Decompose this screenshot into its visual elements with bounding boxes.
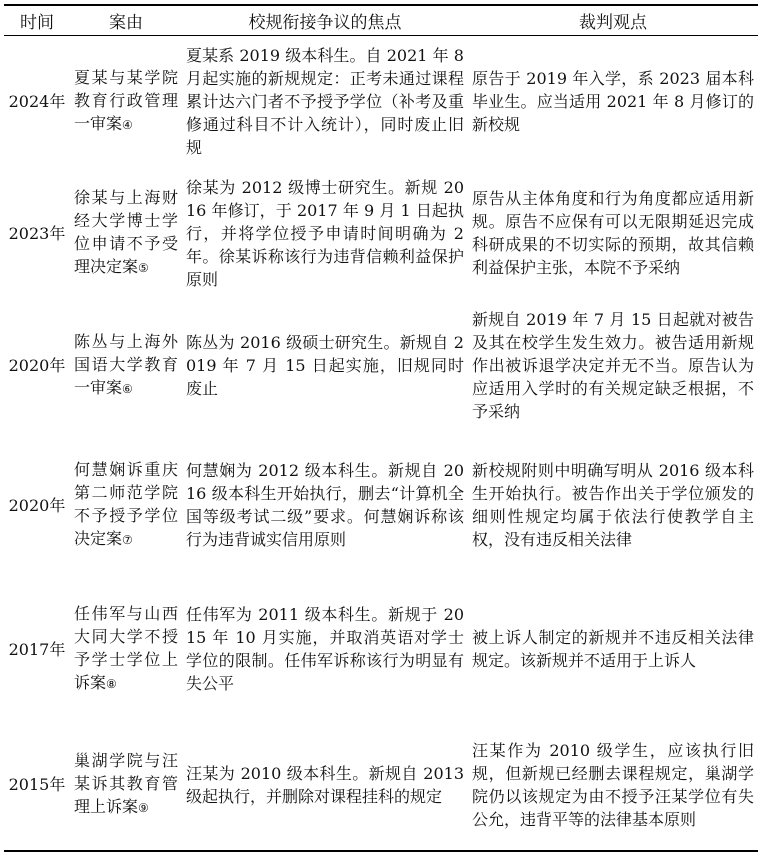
focus-cell: 何慧娴为 2012 级本科生。新规自 2016 级本科生开始执行，删去“计算机全国等级考试二级”要求。何慧娴诉称该行为违背诚实信用原则 <box>186 461 464 549</box>
case-name: 何慧娴诉重庆第二师范学院不予授予学位决定案 <box>74 460 178 548</box>
case-name: 任伟军与山西大同大学不授予学士学位上诉案 <box>74 604 178 692</box>
header-time: 时间 <box>4 5 70 35</box>
header-ruling: 裁判观点 <box>468 5 758 35</box>
focus-cell: 任伟军为 2011 级本科生。新规于 2015 年 10 月实施，并取消英语对学士学位的限制。任伟军诉称该行为明显有失公平 <box>186 605 464 693</box>
ruling-cell: 原告从主体角度和行为角度都应适用新规。原告不应保有可以无限期延迟完成科研成果的不切实际的预期，故其信赖利益保护主张，本院不予采纳 <box>472 189 754 277</box>
case-cell <box>70 579 182 719</box>
year-cell: 2017年 <box>8 639 66 659</box>
case-cell <box>70 431 182 579</box>
header-case: 案由 <box>70 5 182 35</box>
table-row <box>4 299 758 431</box>
year-cell: 2023年 <box>8 223 66 243</box>
ruling-cell: 汪某作为 2010 级学生，应该执行旧规，但新规已经删去课程规定，巢湖学院仍以该规定为由不授予汪某学位有失公允，违背平等的法律基本原则 <box>468 719 758 851</box>
case-cell <box>70 167 182 299</box>
case-cell <box>70 719 182 851</box>
ruling-cell: 被上诉人制定的新规并不违反相关法律规定。该新规并不适用于上诉人 <box>472 628 754 670</box>
focus-cell: 徐某为 2012 级博士研究生。新规 2016 年修订，于 2017 年 9 月 1 日起执行，并将学位授予申请时间明确为 2 年。徐某诉称该行为违背信赖利益保护原则 <box>186 177 464 289</box>
ruling-cell: 原告于 2019 年入学，系 2023 届本科毕业生。应当适用 2021 年 8 月修订的新校规 <box>472 68 754 134</box>
table-row <box>4 579 758 719</box>
year-cell: 2020年 <box>8 355 66 375</box>
table-row <box>4 167 758 299</box>
footnote-mark: ⑨ <box>138 801 149 815</box>
footnote-mark: ⑦ <box>122 533 133 547</box>
footnote-mark: ⑥ <box>122 381 133 396</box>
year-cell: 2024年 <box>8 91 66 111</box>
case-name: 夏某与某学院教育行政管理一审案 <box>74 67 178 133</box>
case-name: 巢湖学院与汪某诉其教育管理上诉案 <box>74 751 178 816</box>
case-name: 陈丛与上海外国语大学教育一审案 <box>74 331 178 397</box>
footnote-mark: ⑧ <box>106 677 117 691</box>
table-row <box>4 719 758 851</box>
case-table <box>4 4 758 852</box>
focus-cell: 夏某系 2019 级本科生。自 2021 年 8 月起实施的新规规定：正考未通过课程累计达六门者不予授予学位（补考及重修通过科目不计入统计），同时废止旧规 <box>186 45 464 157</box>
ruling-cell: 新校规附则中明确写明从 2016 级本科生开始执行。被告作出关于学位颁发的细则性规定均属于依法行使教学自主权，没有违反相关法律 <box>472 461 754 549</box>
focus-cell: 陈丛为 2016 级硕士研究生。新规自 2019 年 7 月 15 日起实施，旧规同时废止 <box>186 332 464 398</box>
table-row <box>4 431 758 579</box>
case-name: 徐某与上海财经大学博士学位申请不予受理决定案 <box>74 188 178 276</box>
footnote-mark: ④ <box>122 117 133 132</box>
table-row <box>4 35 758 167</box>
footnote-mark: ⑤ <box>138 261 149 275</box>
year-cell: 2020年 <box>8 495 66 515</box>
header-row <box>4 5 758 35</box>
header-focus: 校规衔接争议的焦点 <box>182 5 468 35</box>
year-cell: 2015年 <box>4 719 70 851</box>
ruling-cell: 新规自 2019 年 7 月 15 日起就对被告及其在校学生发生效力。被告适用新规作出被诉退学决定并无不当。原告认为应适用入学时的有关规定缺乏根据，不予采纳 <box>472 309 754 421</box>
case-cell <box>70 35 182 167</box>
case-cell <box>70 299 182 431</box>
focus-cell: 汪某为 2010 级本科生。新规自 2013 级起执行，并删除对课程挂科的规定 <box>182 719 468 851</box>
